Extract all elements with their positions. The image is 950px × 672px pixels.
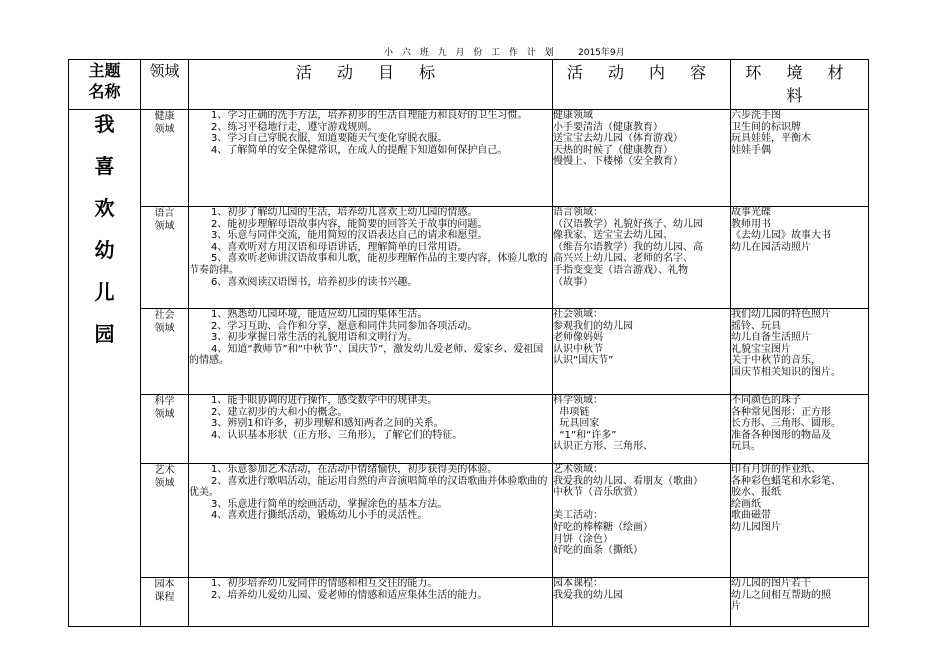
content-item: 认识“国庆节” [553,355,614,367]
header-theme-line2: 名称 [88,82,121,101]
env-item: 卫生间的标识牌 [731,121,801,133]
goal-item: 3、乐意进行简单的绘画活动，掌握涂色的基本方法。 [211,498,448,510]
goals-cell [189,110,553,207]
env-item: 礼貌宝宝图片 [731,343,791,355]
theme-name-char: 幼 [94,238,115,262]
goal-item: 4、了解简单的安全保健常识，在成人的提醒下知道如何保护自己。 [211,144,508,156]
domain-label: 健康 [154,111,175,122]
goal-item: 1、熟悉幼儿园环境，能适应幼儿园的集体生活。 [211,309,428,320]
env-item: 印有月饼的作业纸、 [731,464,821,475]
theme-name-cell [69,110,141,627]
env-item: 幼儿在园活动照片 [731,241,811,253]
goals-cell [189,207,553,309]
domain-label: 领域 [154,221,175,232]
work-plan-table [68,59,869,627]
env-item: 胶水、报纸 [731,487,781,499]
env-item: 幼儿园图片 [731,521,781,533]
domain-row [69,207,869,309]
theme-name-char: 我 [94,112,115,136]
theme-name-char: 园 [94,322,115,346]
goal-item: 1、初步培养幼儿爱同伴的情感和相互交往的能力。 [211,578,438,589]
env-cell [731,207,869,309]
content-item: （故事） [553,276,593,288]
env-item: 歌曲磁带 [731,510,771,522]
goal-item: 3、初步掌握日常生活的礼貌用语和文明行为。 [211,332,418,344]
theme-name-char: 喜 [94,154,115,178]
goal-item: 1、初步了解幼儿园的生活，培养幼儿喜欢上幼儿园的情感。 [211,207,478,218]
content-cell [553,110,731,207]
content-item: 艺术领域： [553,464,603,475]
content-item: 中秋节（音乐欣赏） [553,487,643,499]
content-item: 像我家、送宝宝去幼儿园、 [553,230,673,242]
goal-item: 1、能手眼协调的进行操作，感受数学中的规律美。 [211,395,438,406]
goal-item: 6、喜欢阅读汉语图书，培养初步的读书兴趣。 [211,276,418,288]
content-item: 玩具回家 [553,418,600,430]
content-item: 老师像妈妈 [553,332,603,344]
content-item: 天热的时候了（健康教育） [553,144,673,156]
env-item: 娃娃手偶 [731,144,771,156]
content-item: 认识中秋节 [553,343,603,355]
domain-cell [141,578,189,627]
env-item: 幼儿之间相互帮助的照 [731,589,831,601]
env-item: 国庆节相关知识的图片。 [731,366,841,378]
document-header [0,45,950,59]
domain-row [69,110,869,207]
env-item: 故事光碟 [731,207,771,218]
domain-row [69,578,869,627]
content-item: 我爱我的幼儿园、看朋友（歌曲） [553,475,703,487]
content-cell [553,578,731,627]
plan-title: 小 六 班 九 月 份 工 作 计 划 [384,48,557,58]
content-item: 月饼（涂色） [553,533,613,545]
domain-label: 社会 [154,310,175,321]
content-cell [553,309,731,395]
env-item: 摇铃、玩具 [731,320,781,332]
goal-item: 3、乐意与同伴交流，能用简短的汉语表达自己的请求和愿望。 [211,230,488,242]
goal-item: 2、建立初步的大和小的概念。 [211,406,348,418]
domain-cell [141,464,189,578]
domain-label: 领域 [154,409,175,420]
env-item: 各种彩色蜡笔和水彩笔、 [731,475,841,487]
content-cell [553,207,731,309]
content-item: 小手要清洁（健康教育） [553,121,663,133]
env-item: 长方形、三角形、圆形。 [731,418,841,430]
domain-cell [141,207,189,309]
env-item: 《去幼儿园》故事大书 [731,230,831,242]
theme-name [69,110,140,348]
domain-label: 园本 [154,579,175,590]
domain-label: 领域 [154,478,175,489]
header-theme-line1: 主题 [88,61,121,80]
env-item: 我们幼儿园的特色照片 [731,309,831,320]
header-goals: 活 动 目 标 [189,60,553,110]
env-item: 绘画纸 [731,498,761,510]
content-item [553,499,730,511]
domain-row [69,309,869,395]
goal-item: 2、学习互助、合作和分享，愿意和同伴共同参加各项活动。 [211,320,478,332]
env-cell [731,110,869,207]
goal-item: 2、能初步理解母语故事内容，能简要的回答关于故事的问题。 [211,218,488,230]
content-item: 送宝宝去幼儿园（体育游戏） [553,133,683,145]
env-item: 六步洗手图 [731,110,781,121]
domain-label: 领域 [154,124,175,135]
header-theme [69,60,141,110]
goal-item: 5、喜欢听老师讲汉语故事和儿歌，能初步理解作品的主要内容，体验儿歌的节奏韵律。 [189,253,548,276]
domain-label: 语言 [154,208,175,219]
env-cell [731,578,869,627]
content-cell [553,395,731,464]
domain-cell [141,395,189,464]
goal-item: 2、培养幼儿爱幼儿园、爱老师的情感和适应集体生活的能力。 [211,589,488,601]
domain-cell [141,309,189,395]
theme-name-char: 欢 [94,196,115,220]
content-item: 美工活动： [553,510,603,522]
content-item: 手指变变变（语言游戏）、礼物 [553,264,688,276]
content-item: （汉语教学）礼貌好孩子、幼儿园 [553,218,703,230]
goal-item: 3、学习自己穿脱衣服，知道要随天气变化穿脱衣服。 [211,133,448,145]
env-item: 片 [731,601,741,613]
content-item: 好吃的面条（撕纸） [553,545,643,557]
env-item: 幼儿园的图片若干 [731,578,811,589]
content-item: 高兴兴上幼儿园、老师的名字、 [553,253,693,265]
domain-label: 课程 [154,592,175,603]
content-item: （维吾尔语教学）我的幼儿园、高 [553,241,703,253]
goals-cell [189,464,553,578]
goals-cell [189,578,553,627]
content-cell [553,464,731,578]
goal-item: 3、辨别1和许多，初步理解和感知两者之间的关系。 [211,418,444,430]
env-item: 准备各种图形的物品及 [731,429,831,441]
content-item: 慢慢上、下楼梯（安全教育） [553,156,683,168]
content-item: 园本课程： [553,578,603,589]
domain-label: 科学 [154,396,175,407]
env-item: 玩具娃娃，平衡木 [731,133,811,145]
domain-label: 领域 [154,323,175,334]
content-item: 参观我们的幼儿园 [553,320,633,332]
goal-item: 1、乐意参加艺术活动，在活动中情绪愉快，初步获得美的体验。 [211,464,498,475]
goal-item: 4、知道“教师节”和“中秋节”、国庆节”，激发幼儿爱老师、爱家乡、爱祖国的情感。 [189,343,544,367]
goal-item: 4、认识基本形状（正方形、三角形），了解它们的特征。 [211,429,463,441]
goal-item: 2、喜欢进行歌唱活动，能运用自然的声音演唱简单的汉语歌曲并体验歌曲的优美。 [189,475,548,499]
content-item: 我爱我的幼儿园 [553,589,623,601]
env-item: 幼儿自备生活照片 [731,332,811,344]
goals-cell [189,395,553,464]
goal-item: 4、喜欢听对方用汉语和母语讲话，理解简单的日常用语。 [211,241,468,253]
content-item: 好吃的棒棒糖（绘画） [553,521,653,533]
env-cell [731,464,869,578]
plan-date: 2015年9月 [578,48,625,58]
domain-row [69,464,869,578]
header-domain: 领域 [141,60,189,110]
domain-row [69,395,869,464]
content-item: “1”和“许多” [553,429,617,441]
env-item: 不同颜色的珠子 [731,395,801,406]
goal-item: 4、喜欢进行撕纸活动，锻炼幼儿小手的灵活性。 [211,510,428,522]
header-env: 环 境 材 料 [731,60,869,110]
domain-cell [141,110,189,207]
header-content: 活 动 内 容 [553,60,731,110]
content-item: 认识正方形、三角形、 [553,441,653,453]
header-row [69,60,869,110]
content-item: 社会领域： [553,309,603,320]
content-item: 语言领域： [553,207,603,218]
content-item: 科学领域： [553,395,603,406]
env-item: 教师用书 [731,218,771,230]
content-item: 健康领域 [553,110,593,121]
theme-name-char: 儿 [94,280,115,304]
env-cell [731,395,869,464]
env-item: 各种常见图形：正方形 [731,406,831,418]
domain-label: 艺术 [154,465,175,476]
goal-item: 2、练习平稳地行走，遵守游戏规则。 [211,121,378,133]
content-item: 串项链 [553,406,590,418]
goals-cell [189,309,553,395]
env-item: 关于中秋节的音乐， [731,355,821,367]
env-cell [731,309,869,395]
env-item: 玩具。 [731,441,761,453]
goal-item: 1、学习正确的洗手方法，培养初步的生活自理能力和良好的卫生习惯。 [211,110,528,121]
